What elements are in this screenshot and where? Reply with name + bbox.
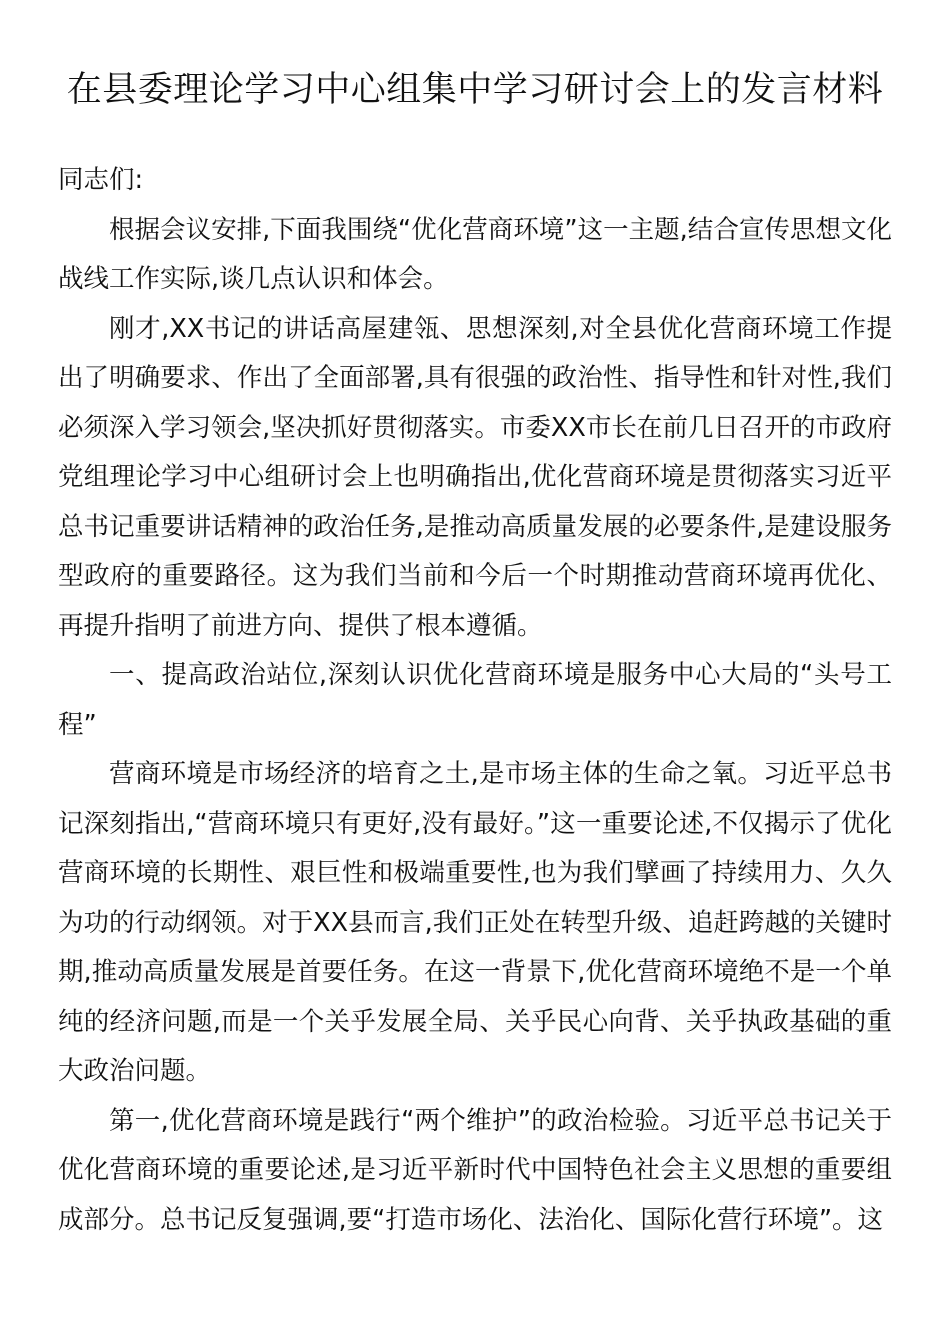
salutation: 同志们: (58, 165, 144, 195)
document-title: 在县委理论学习中心组集中学习研讨会上的发言材料 (66, 70, 884, 110)
paragraph-intro: 根据会议安排,下面我围绕“优化营商环境”这一主题,结合宣传思想文化战线工作实际,谈几点认识和体会。 (58, 214, 892, 294)
paragraph-background: 刚才,XX书记的讲话高屋建瓴、思想深刻,对全县优化营商环境工作提出了明确要求、作出了全面部署,具有很强的政治性、指导性和针对性,我们必须深入学习领会,坚决抓好贯彻落实。市委XX市长在前几日召开的市政府党组理论学习中心组研讨会上也明确指出,优化营商环境是贯彻落实习近平总书记重要讲话精神的政治任务,是推动高质量发展的必要条件,是建设服务型政府的重要路径。这为我们当前和今后一个时期推动营商环境再优化、再提升指明了前进方向、提供了根本遵循。 (58, 313, 892, 641)
section-heading-1: 一、提高政治站位,深刻认识优化营商环境是服务中心大局的“头号工程” (58, 660, 892, 740)
paragraph-business-environment: 营商环境是市场经济的培育之土,是市场主体的生命之氧。习近平总书记深刻指出,“营商环境只有更好,没有最好。”这一重要论述,不仅揭示了优化营商环境的长期性、艰巨性和极端重要性,也为我们擘画了持续用力、久久为功的行动纲领。对于XX县而言,我们正处在转型升级、追赶跨越的关键时期,推动高质量发展是首要任务。在这一背景下,优化营商环境绝不是一个单纯的经济问题,而是一个关乎发展全局、关乎民心向背、关乎执政基础的重大政治问题。 (58, 759, 892, 1086)
paragraph-first-point: 第一,优化营商环境是践行“两个维护”的政治检验。习近平总书记关于优化营商环境的重要论述,是习近平新时代中国特色社会主义思想的重要组成部分。总书记反复强调,要“打造市场化、法治化、国际化营行环境”。这 (58, 1105, 892, 1235)
document-body (58, 156, 892, 1245)
